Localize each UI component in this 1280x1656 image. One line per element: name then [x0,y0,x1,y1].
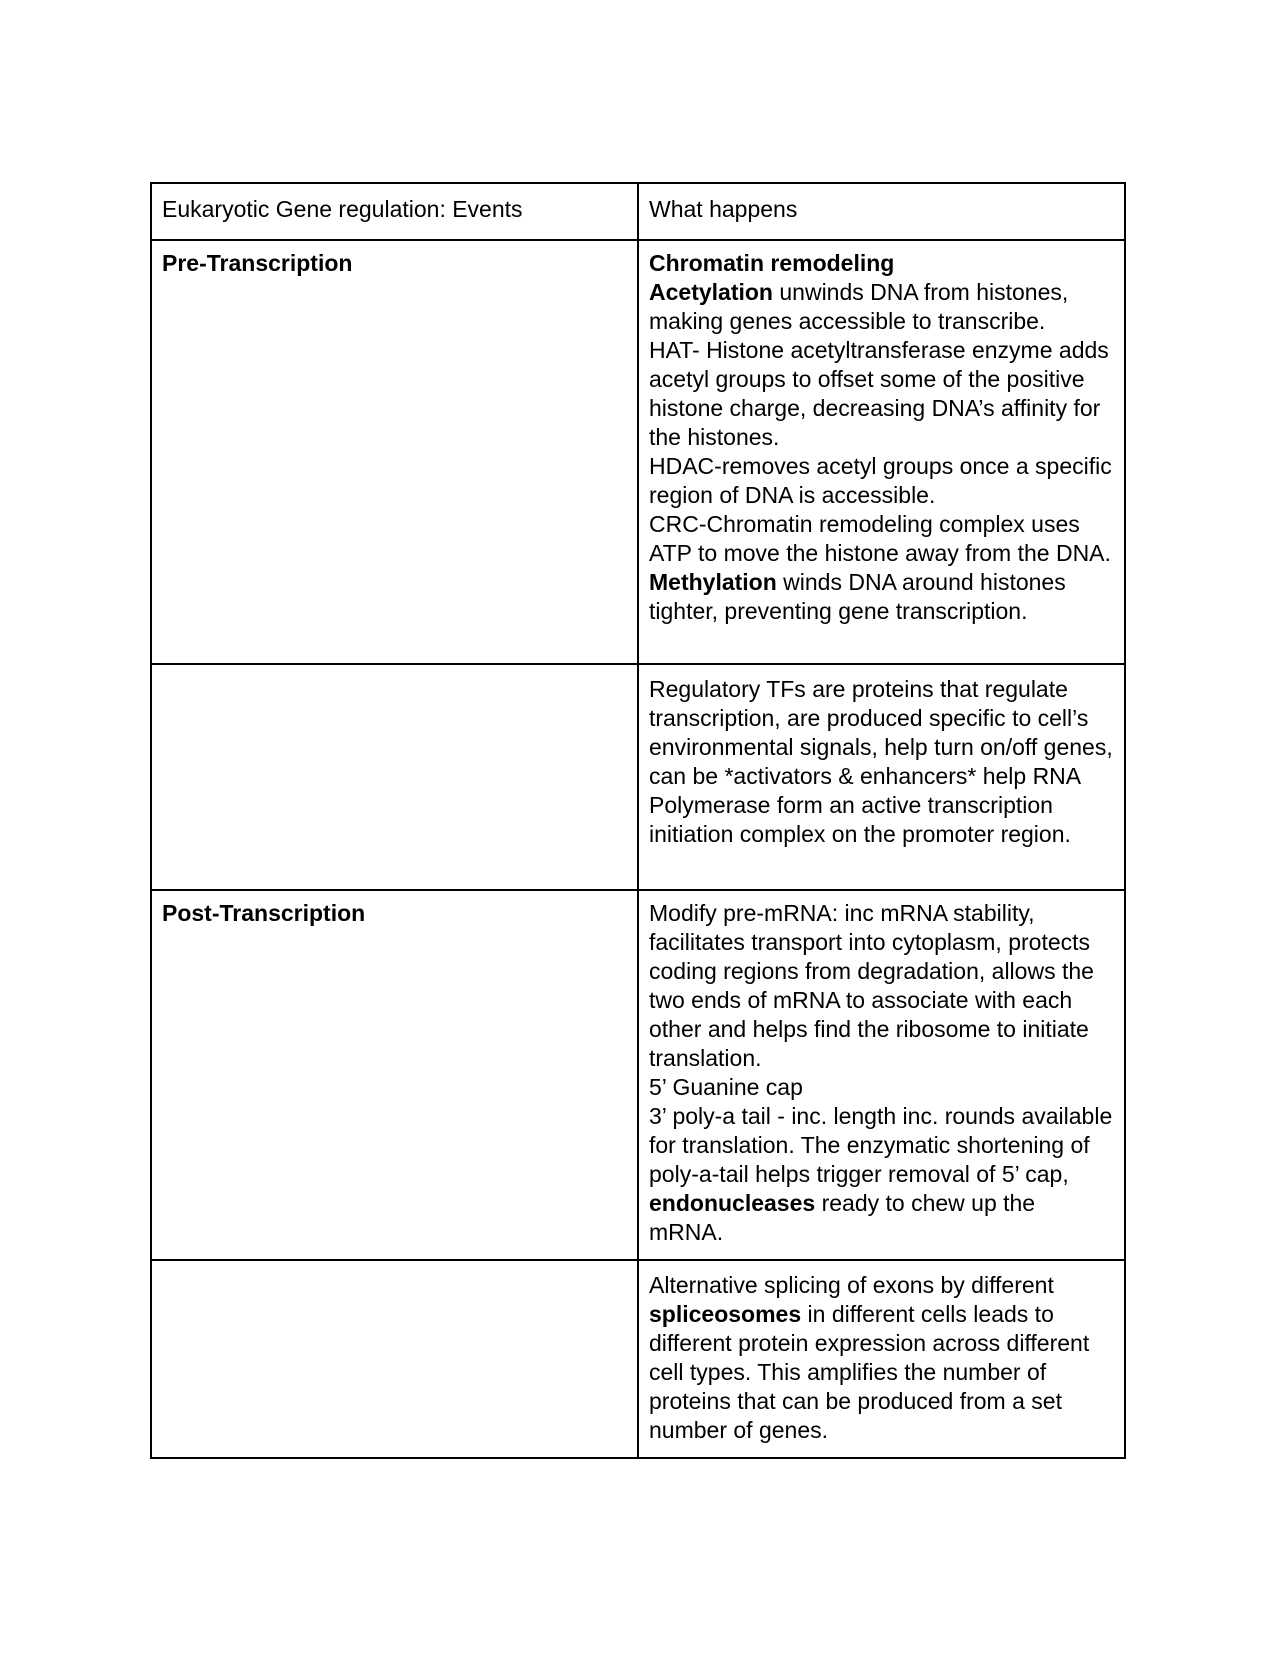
guanine-cap-paragraph: 5’ Guanine cap [649,1074,803,1100]
chromatin-remodeling-cell [638,240,1125,664]
modify-pre-mrna-paragraph: Modify pre-mRNA: inc mRNA stability, facilitates transport into cytoplasm, protects coding regions from degradation, allows the two ends of mRNA to associate with each other and helps find the ribosome to initiate translation. [649,900,1094,1071]
acetylation-paragraph [649,278,1115,336]
pre-mrna-modification-cell [638,890,1125,1260]
header-events-cell: Eukaryotic Gene regulation: Events [151,183,638,240]
gene-regulation-table [150,182,1126,1459]
acetylation-text: unwinds DNA from histones, making genes accessible to transcribe. [649,279,1069,334]
hat-paragraph: HAT- Histone acetyltransferase enzyme adds acetyl groups to offset some of the positive histone charge, decreasing DNA’s affinity for the histones. [649,337,1109,450]
alternative-splicing-cell [638,1260,1125,1458]
table-header-row [151,183,1125,240]
splicing-text-end: in different cells leads to different protein expression across different cell types. This amplifies the number of proteins that can be produced from a set number of genes. [649,1301,1090,1443]
splicing-text: Alternative splicing of exons by different [649,1272,1054,1298]
poly-a-tail-text: 3’ poly-a tail - inc. length inc. rounds available for translation. The enzymatic shortening of poly-a-tail helps trigger removal of 5’ cap, [649,1103,1113,1187]
event-pre-transcription: Pre-Transcription [151,240,638,664]
poly-a-tail-paragraph [649,1102,1115,1247]
table-row [151,664,1125,890]
methylation-term: Methylation [649,569,777,595]
table-row [151,240,1125,664]
poly-a-tail-text-end: ready to chew up the mRNA. [649,1190,1036,1245]
methylation-paragraph [649,568,1115,626]
chromatin-remodeling-heading: Chromatin remodeling [649,250,895,276]
hdac-paragraph: HDAC-removes acetyl groups once a specific region of DNA is accessible. [649,453,1112,508]
methylation-text: winds DNA around histones tighter, preventing gene transcription. [649,569,1066,624]
header-what-happens-cell: What happens [638,183,1125,240]
spliceosomes-term: spliceosomes [649,1301,802,1327]
acetylation-term: Acetylation [649,279,773,305]
event-empty-cell [151,1260,638,1458]
crc-paragraph: CRC-Chromatin remodeling complex uses ATP to move the histone away from the DNA. [649,511,1111,566]
endonucleases-term: endonucleases [649,1190,816,1216]
table-row [151,1260,1125,1458]
event-empty-cell [151,664,638,890]
transcription-factors-cell: Regulatory TFs are proteins that regulate transcription, are produced specific to cell’s environmental signals, help turn on/off genes, can be *activators & enhancers* help RNA Polymerase form an active transcription initiation complex on the promoter region. [638,664,1125,890]
event-post-transcription: Post-Transcription [151,890,638,1260]
table-row [151,890,1125,1260]
